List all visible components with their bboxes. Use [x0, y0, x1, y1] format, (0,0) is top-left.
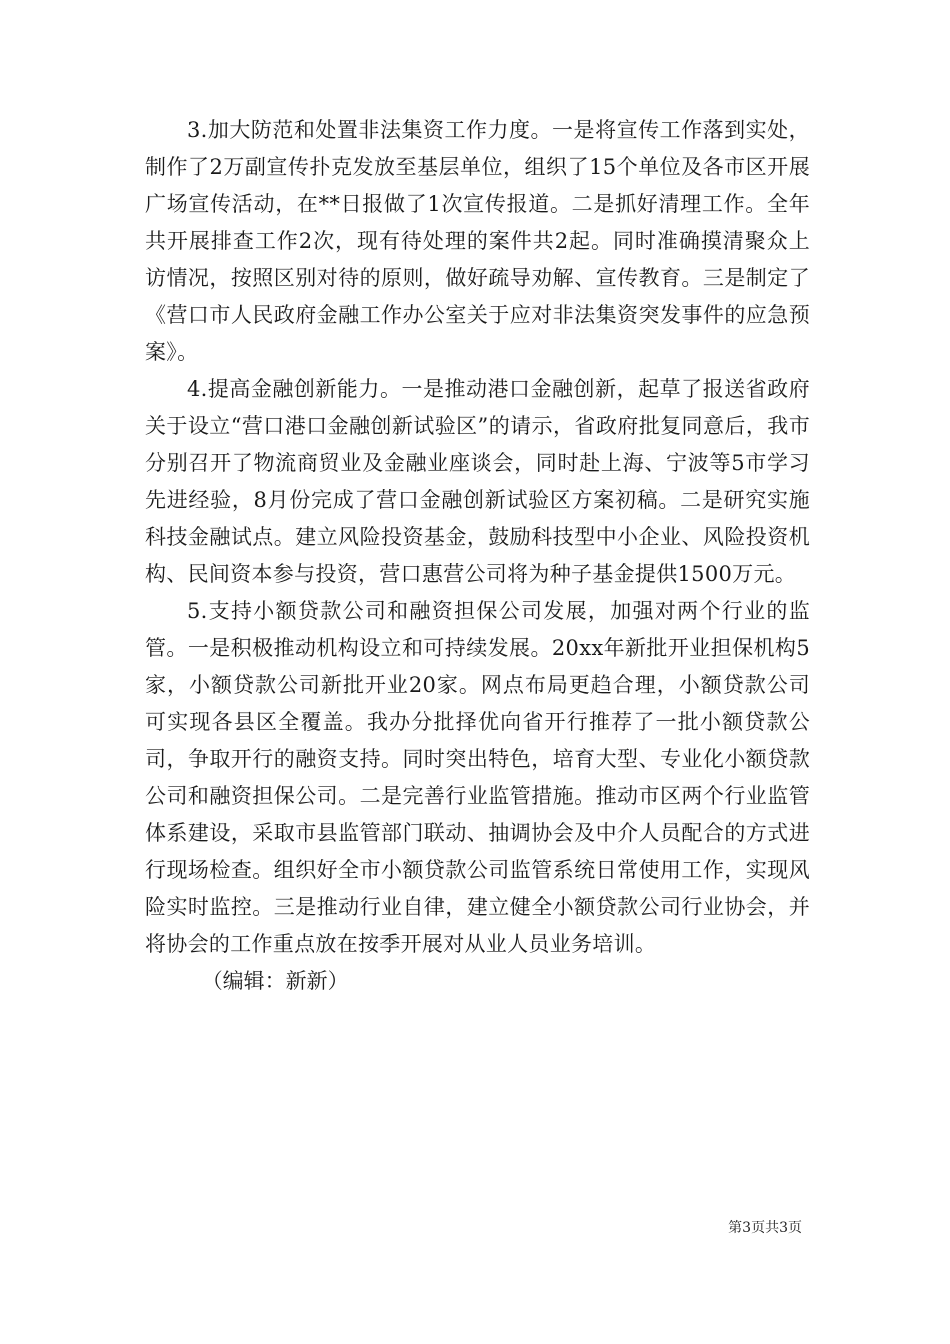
paragraph-4-financial-innovation: 4.提高金融创新能力。一是推动港口金融创新，起草了报送省政府关于设立“营口港口金融创新试验区”的请示，省政府批复同意后，我市分别召开了物流商贸业及金融业座谈会，同时赴上海、宁波等5市学习先进经验，8月份完成了营口金融创新试验区方案初稿。二是研究实施科技金融试点。建立风险投资基金，鼓励科技型中小企业、风险投资机构、民间资本参与投资，营口惠营公司将为种子基金提供1500万元。: [145, 377, 810, 586]
document-body: [145, 112, 810, 1000]
editor-note: （编辑：新新）: [201, 969, 349, 993]
paragraph-3-illegal-fundraising: 3.加大防范和处置非法集资工作力度。一是将宣传工作落到实处，制作了2万副宣传扑克发放至基层单位，组织了15个单位及各市区开展广场宣传活动，在**日报做了1次宣传报道。二是抓好清理工作。全年共开展排查工作2次，现有待处理的案件共2起。同时准确摸清聚众上访情况，按照区别对待的原则，做好疏导劝解、宣传教育。三是制定了《营口市人民政府金融工作办公室关于应对非法集资突发事件的应急预案》。: [145, 118, 810, 364]
page-number: 第3页共3页: [728, 1220, 802, 1236]
paragraph-5-microloan-guarantee: 5.支持小额贷款公司和融资担保公司发展，加强对两个行业的监管。一是积极推动机构设立和可持续发展。20xx年新批开业担保机构5家，小额贷款公司新批开业20家。网点布局更趋合理，小额贷款公司可实现各县区全覆盖。我办分批择优向省开行推荐了一批小额贷款公司，争取开行的融资支持。同时突出特色，培育大型、专业化小额贷款公司和融资担保公司。二是完善行业监管措施。推动市区两个行业监管体系建设，采取市县监管部门联动、抽调协会及中介人员配合的方式进行现场检查。组织好全市小额贷款公司监管系统日常使用工作，实现风险实时监控。三是推动行业自律，建立健全小额贷款公司行业协会，并将协会的工作重点放在按季开展对从业人员业务培训。: [145, 599, 810, 956]
